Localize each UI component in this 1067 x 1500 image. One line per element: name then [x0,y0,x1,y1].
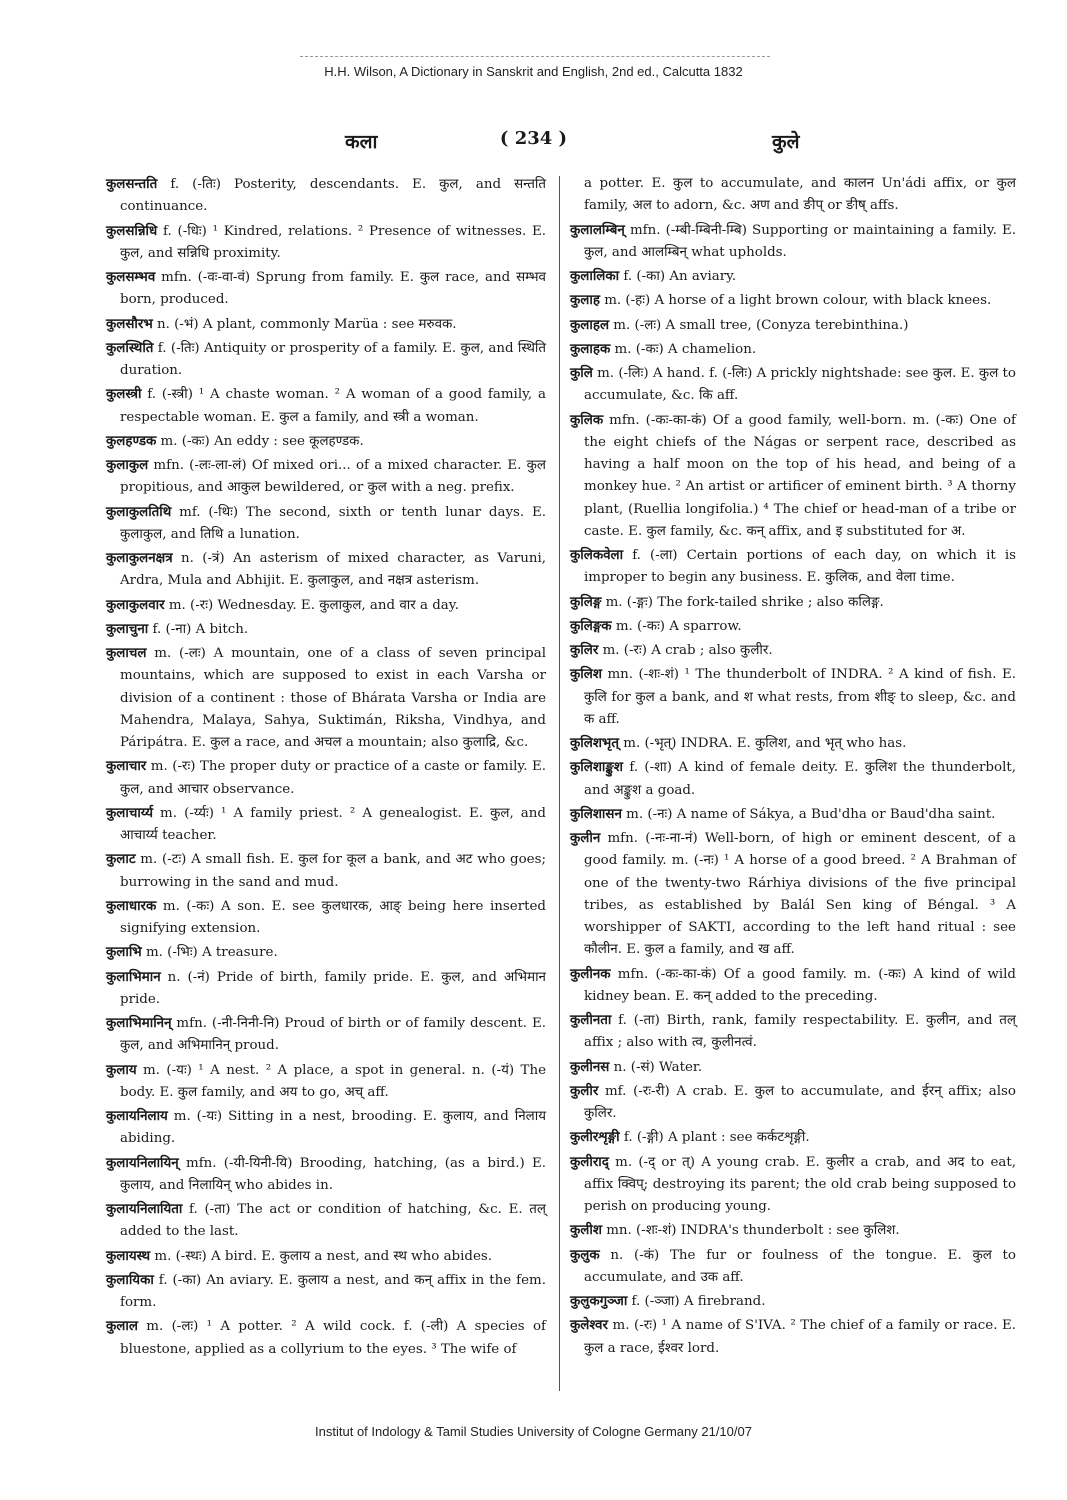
entry-definition: m. (-यः) Sitting in a nest, brooding. E. कुलाय, and निलाय abiding. [120,1109,546,1147]
entry-headword: कुलाचार [106,758,147,775]
entry-definition: m. (-कः) A chamelion. [610,341,757,357]
dictionary-entry [106,173,546,218]
entry-headword: कुलि [570,365,593,382]
entry-definition: f. (-ना) A bitch. [148,621,249,637]
entry-definition: f. (-ङ्गी) A plant : see कर्कटशृङ्गी. [619,1130,810,1146]
dictionary-entry [106,618,546,641]
entry-definition: m. (-रः) The proper duty or practice of a caste or family. E. कुल, and आचार observance. [120,759,546,797]
dictionary-entry [106,642,546,754]
entry-definition: m. (-रः) A crab ; also कुलीर. [598,643,773,659]
dictionary-entry [106,1012,546,1057]
entry-headword: कुलाचुना [106,620,149,637]
entry-definition: m. (-ङ्गः) The fork-tailed shrike ; also कलिङ्ग. [601,594,884,610]
entry-headword: कुलायनिलायिता [106,1201,183,1218]
entry-definition: m. (-टः) A small fish. E. कुल for कूल a bank, and अट who goes; burrowing in the sand and mud. [120,852,546,890]
entry-headword: कुलिर [570,642,599,659]
entry-headword: कुलीनस [570,1058,610,1075]
entry-headword: कुलिशासन [570,805,622,822]
dictionary-entry [106,430,546,453]
entry-headword: कुलसम्भव [106,269,156,285]
top-rule [300,56,770,57]
entry-definition: mfn. (-यी-यिनी-यि) Brooding, hatching, (as a bird.) E. कुलाय, and निलायिन् who abides in. [120,1155,546,1193]
entry-headword: कुलसौरभ [106,315,153,332]
entry-definition: f. (-तिः) Antiquity or prosperity of a family. E. कुल, and स्थिति duration. [120,340,546,378]
entry-headword: कुलाहक [570,340,611,357]
entry-headword: कुलिश [570,666,602,683]
entry-headword: कुलालिका [570,268,620,284]
entry-definition: f. (-ला) Certain portions of each day, on which it is improper to begin any business. E. कुलिक, and वेला time. [584,548,1016,586]
right-column [570,173,1016,1361]
entry-headword: कुलीन [570,830,601,847]
dictionary-entry [570,615,1016,638]
entry-headword: कुलिक [570,411,604,428]
dictionary-entry [570,639,1016,662]
dictionary-entry [570,338,1016,361]
dictionary-entry [570,1126,1016,1149]
entry-definition: n. (-सं) Water. [609,1059,703,1075]
dictionary-entry [570,803,1016,826]
entry-headword: कुलाकुल [106,457,149,474]
footer-credit: Institut of Indology & Tamil Studies University of Cologne Germany 21/10/07 [315,1424,752,1439]
entry-headword: कुलाकुलतिथि [106,503,172,520]
dictionary-entry [106,802,546,847]
entry-definition: m. (-द् or त्) A young crab. E. कुलीर a crab, and अद to eat, affix क्विप्; destroying its parent; the old crab being supposed to perish on producing young. [584,1154,1016,1214]
entry-definition: m. (-कः) An eddy : see कूलहण्डक. [156,433,364,449]
dictionary-entry [570,1314,1016,1359]
dictionary-entry [570,963,1016,1008]
entry-headword: कुलाकुलवार [106,596,165,613]
entry-headword: कुलीराद् [570,1153,609,1170]
entry-definition: m. (-लः) A small tree, (Conyza terebinthina.) [609,317,909,333]
entry-headword: कुलुक [570,1246,600,1263]
column-divider [559,176,560,1391]
entry-definition: m. (-भिः) A treasure. [141,945,278,961]
dictionary-entry [106,313,546,336]
entry-definition: mn. (-शः-शं) INDRA's thunderbolt : see कुलिश. [601,1223,900,1239]
entry-headword: कुलीनता [570,1012,612,1028]
dictionary-entry [570,289,1016,312]
dictionary-entry [106,454,546,499]
dictionary-entry [570,219,1016,264]
entry-headword: कुलाधारक [106,897,157,914]
dictionary-entry [570,1219,1016,1242]
dictionary-entry [570,265,1016,288]
dictionary-entry [106,220,546,265]
entry-headword: कुलिङ्गक [570,617,612,634]
entry-headword: कुलाभिमानिन् [106,1015,172,1032]
entry-definition: f. (-शा) A kind of female deity. E. कुलिश the thunderbolt, and अङ्कुश a goad. [584,760,1016,798]
entry-definition: f. (-स्त्री) ¹ A chaste woman. ² A woman of a good family, a respectable woman. E. कुल a family, and स्त्री a woman. [120,387,546,425]
entry-definition: m. (-लिः) A hand. f. (-लिः) A prickly nightshade: see कुल. E. कुल to accumulate, &c. कि aff. [584,366,1016,404]
entry-definition: m. (-कः) A son. E. see कुलधारक, आङ् being here inserted signifying extension. [120,898,546,936]
dictionary-entry [570,173,1016,217]
entry-definition: f. (-धिः) ¹ Kindred, relations. ² Presence of witnesses. E. कुल, and सन्निधि proximity. [120,223,546,261]
entry-headword: कुलस्त्री [106,386,142,403]
dictionary-entry [106,1059,546,1104]
entry-headword: कुलाकुलनक्षत्र [106,550,173,567]
entry-headword: कुलेश्वर [570,1317,608,1334]
dictionary-entry [570,409,1016,543]
dictionary-entry [570,1244,1016,1289]
entry-definition: mfn. (-नी-निनी-नि) Proud of birth or of family descent. E. कुल, and अभिमानिन् proud. [120,1016,546,1054]
entry-definition: m. (-लः) ¹ A potter. ² A wild cock. f. (-ली) A species of bluestone, applied as a collyrium to the eyes. ³ The wife of [120,1319,546,1357]
dictionary-entry [570,591,1016,614]
entry-headword: कुलुकगुञ्जा [570,1293,628,1310]
dictionary-entry [570,756,1016,801]
entry-definition: mf. (-रः-री) A crab. E. कुल to accumulate, and ईरन् affix; also कुलिर. [584,1083,1016,1121]
dictionary-entry [106,1269,546,1314]
entry-definition: mfn. (-लः-ला-लं) Of mixed ori... of a mixed character. E. कुल propitious, and आकुल bewildered, or कुल with a neg. prefix. [120,458,546,496]
entry-definition: mfn. (-म्बी-म्बिनी-म्बि) Supporting or maintaining a family. E. कुल, and आलम्बिन् what upholds. [584,222,1016,260]
dictionary-entry [106,941,546,964]
entry-headword: कुलिङ्ग [570,593,602,610]
entry-headword: कुलीनक [570,965,611,982]
dictionary-entry [106,1152,546,1197]
right-running-head: कुले [772,131,800,153]
entry-definition: n. (-नं) Pride of birth, family pride. E. कुल, and अभिमान pride. [120,969,546,1007]
dictionary-entry [570,1151,1016,1219]
entry-headword: कुलायस्थ [106,1247,151,1264]
dictionary-entry [570,732,1016,755]
dictionary-entry [106,895,546,940]
entry-definition: m. (-यः) ¹ A nest. ² A place, a spot in general. n. (-यं) The body. E. कुल family, and अय to go, अच् aff. [120,1062,546,1100]
entry-definition: n. (-भं) A plant, commonly Marüa : see मरुवक. [152,316,457,332]
entry-headword: कुलाय [106,1061,137,1078]
dictionary-entry [570,362,1016,407]
entry-headword: कुलिशभृत् [570,735,619,752]
entry-headword: कुलाट [106,851,136,868]
entry-headword: कुलाचार्य्य [106,804,153,821]
entry-definition: m. (-स्थः) A bird. E. कुलाय a nest, and स्थ who abides. [150,1248,493,1264]
dictionary-entry [570,1056,1016,1079]
entry-definition: f. (-ता) Birth, rank, family respectability. E. कुलीन, and तल् affix ; also with त्व, कुलीनत्वं. [584,1013,1016,1051]
entry-headword: कुलिकवेला [570,547,624,563]
left-column [106,173,546,1362]
entry-definition: mfn. (-कः-का-कं) Of a good family. m. (-कः) A kind of wild kidney bean. E. कन् added to the preceding. [584,966,1016,1004]
dictionary-entry [106,337,546,382]
entry-headword: कुलिशाङ्कुश [570,759,623,776]
entry-headword: कुलालम्बिन् [570,221,625,238]
entry-headword: कुलाल [106,1318,138,1335]
entry-definition: f. (-ञ्जा) A firebrand. [627,1294,766,1310]
entry-headword: कुलाचल [106,645,147,662]
entry-headword: कुलहण्डक [106,432,157,449]
entry-definition: mfn. (-कः-का-कं) Of a good family, well-born. m. (-कः) One of the eight chiefs of the Nágas or serpent race, described as having a half moon on the top of his head, and being of a monkey hue. ² An artist or artificer of eminent birth. ³ A thorny plant, (Ruellia longifolia.) ⁴ The chief or head-man of a tribe or caste. E. कुल family, &c. कन् affix, and इ substituted for अ. [584,412,1016,539]
page-number: ( 234 ) [499,128,568,149]
entry-headword: कुलस्थिति [106,339,154,356]
dictionary-entry [106,594,546,617]
entry-definition: f. (-का) An aviary. E. कुलाय a nest, and कन् affix in the fem. form. [120,1272,546,1311]
entry-definition: a potter. E. कुल to accumulate, and कालन Un'ádi affix, or कुल family, अल to adorn, &c. अण and ङीप् or ङीष् affs. [584,176,1016,214]
entry-headword: कुलायनिलायिन् [106,1154,179,1171]
dictionary-entry [106,266,546,311]
entry-definition: m. (-र्य्यः) ¹ A family priest. ² A genealogist. E. कुल, and आचार्य्य teacher. [120,805,546,843]
entry-headword: कुलीरशृङ्गी [570,1129,620,1146]
entry-definition: mfn. (-वः-वा-वं) Sprung from family. E. कुल race, and सम्भव born, produced. [120,270,546,308]
entry-definition: mf. (-थिः) The second, sixth or tenth lunar days. E. कुलाकुल, and तिथि a lunation. [120,504,546,542]
entry-headword: कुलायिका [106,1271,154,1288]
dictionary-entry [106,1245,546,1268]
entry-definition: m. (-लः) A mountain, one of a class of seven principal mountains, which are supposed to exist in each Varsha or division of a continent : those of Bhárata Varsha or India are Mahendra, Malaya, Sahya, Suktimán, Riksha, Vindhya, and Páripátra. E. कुल a race, and अचल a mountain; also कुलाद्रि, &c. [120,646,546,750]
dictionary-entry [106,848,546,893]
entry-definition: m. (-हः) A horse of a light brown colour, with black knees. [599,293,992,309]
dictionary-entry [106,1198,546,1243]
entry-definition: mfn. (-नः-ना-नं) Well-born, of high or eminent descent, of a good family. m. (-नः) ¹ A horse of a good breed. ² A Brahman of one of the twenty-two Rárhiya divisions of the five principal tribes, as established by Balál Sen king of Béngal. ³ A worshipper of SAKTI, according to the left hand ritual : see कौलीन. E. कुल a family, and ख aff. [584,831,1016,958]
entry-headword: कुलायनिलाय [106,1108,168,1125]
dictionary-entry [570,827,1016,961]
dictionary-entry [106,383,546,428]
dictionary-entry [570,1009,1016,1054]
entry-headword: कुलसन्तति [106,176,158,192]
dictionary-entry [106,966,546,1011]
entry-definition: m. (-नः) A name of Sákya, a Bud'dha or Baud'dha saint. [621,806,996,822]
entry-headword: कुलाभि [106,944,142,961]
left-running-head: कला [345,131,378,153]
dictionary-entry [106,1315,546,1360]
entry-definition: m. (-रः) ¹ A name of S'IVA. ² The chief of a family or race. E. कुल a race, ईश्वर lord. [584,1318,1016,1356]
entry-definition: f. (-तिः) Posterity, descendants. E. कुल, and सन्तति continuance. [120,177,546,215]
entry-definition: m. (-भृत्) INDRA. E. कुलिश, and भृत् who has. [618,736,907,752]
entry-definition: f. (-का) An aviary. [619,269,737,284]
source-citation: H.H. Wilson, A Dictionary in Sanskrit and English, 2nd ed., Calcutta 1832 [324,64,743,79]
entry-headword: कुलाभिमान [106,968,161,985]
dictionary-entry [106,755,546,800]
entry-headword: कुलाह [570,292,600,309]
dictionary-entry [570,544,1016,589]
dictionary-entry [106,547,546,592]
entry-headword: कुलीर [570,1082,599,1099]
dictionary-entry [106,1105,546,1150]
entry-definition: f. (-ता) The act or condition of hatching, &c. E. तल् added to the last. [120,1202,546,1240]
dictionary-entry [570,1290,1016,1313]
entry-headword: कुलीश [570,1222,602,1239]
dictionary-entry [570,663,1016,731]
entry-definition: n. (-त्रं) An asterism of mixed character, as Varuni, Ardra, Mula and Abhijit. E. कुलाकुल, and नक्षत्र asterism. [120,551,546,589]
dictionary-entry [570,1080,1016,1125]
entry-definition: n. (-कं) The fur or foulness of the tongue. E. कुल to accumulate, and उक aff. [584,1247,1016,1285]
entry-definition: mn. (-शः-शं) ¹ The thunderbolt of INDRA. ² A kind of fish. E. कुलि for कुल a bank, and श what rests, from शीङ् to sleep, &c. and क aff. [584,667,1016,727]
entry-definition: m. (-कः) A sparrow. [611,618,742,634]
dictionary-entry [570,314,1016,337]
entry-headword: कुलाहल [570,316,610,333]
entry-definition: m. (-रः) Wednesday. E. कुलाकुल, and वार a day. [164,597,459,613]
entry-headword: कुलसन्निधि [106,222,158,239]
dictionary-entry [106,501,546,546]
